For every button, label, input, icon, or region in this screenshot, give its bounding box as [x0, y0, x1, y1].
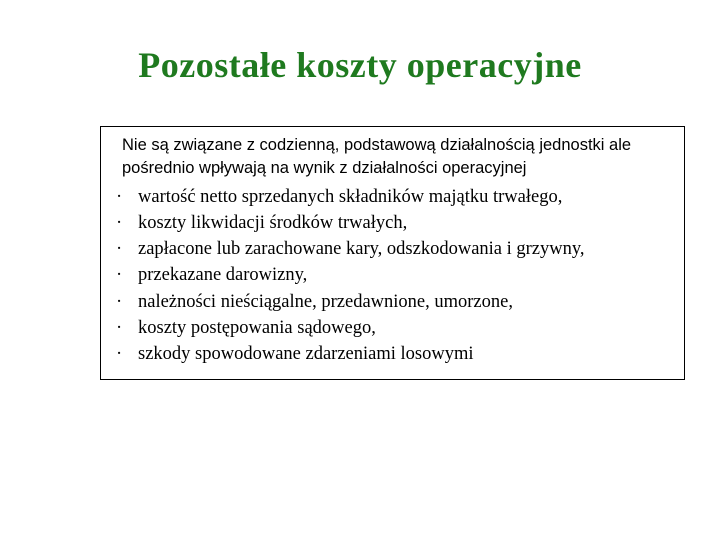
list-item: [112, 315, 679, 341]
bullet-icon: ·: [116, 344, 123, 365]
slide-title: Pozostałe koszty operacyjne: [138, 45, 582, 85]
bullet-icon: ·: [116, 186, 123, 207]
list-item-text: przekazane darowizny,: [138, 265, 308, 286]
bullet-icon: ·: [116, 291, 123, 312]
list-item: [112, 184, 679, 210]
list-item-text: wartość netto sprzedanych składników majątku trwałego,: [138, 186, 563, 207]
list-item: [112, 341, 679, 367]
list-item-text: szkody spowodowane zdarzeniami losowymi: [138, 344, 474, 365]
list-item: [112, 289, 679, 315]
list-item-text: koszty likwidacji środków trwałych,: [138, 212, 408, 233]
bullet-icon: ·: [116, 265, 123, 286]
bullet-list: [106, 184, 679, 368]
list-item: [112, 236, 679, 262]
list-item-text: należności nieściągalne, przedawnione, umorzone,: [138, 291, 513, 312]
intro-paragraph: Nie są związane z codzienną, podstawową działalnością jednostki ale pośrednio wpływają na wynik z działalności operacyjnej: [122, 136, 632, 177]
list-item: [112, 262, 679, 288]
list-item-text: zapłacone lub zarachowane kary, odszkodowania i grzywny,: [138, 239, 585, 260]
list-item-text: koszty postępowania sądowego,: [138, 317, 376, 338]
bullet-icon: ·: [116, 317, 123, 338]
bullet-icon: ·: [116, 239, 123, 260]
bullet-icon: ·: [116, 212, 123, 233]
list-item: [112, 210, 679, 236]
content-box: [100, 126, 685, 380]
